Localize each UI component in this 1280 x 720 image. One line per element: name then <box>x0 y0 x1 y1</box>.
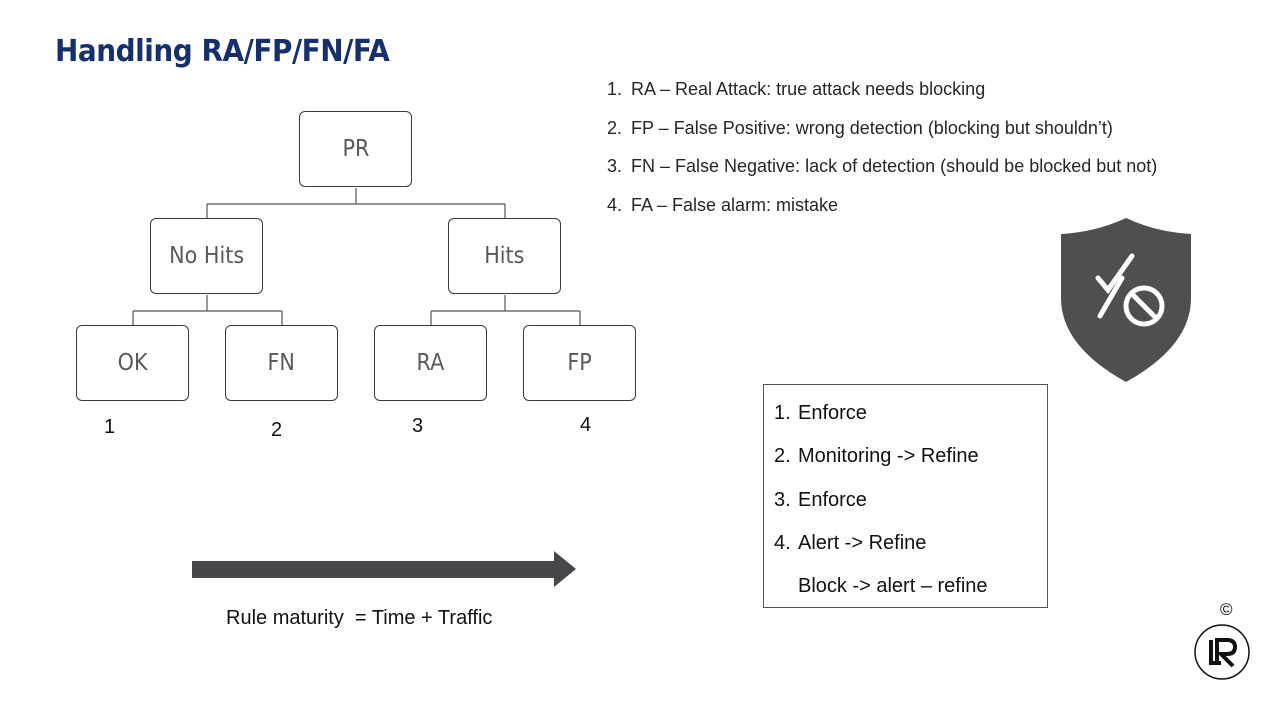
leaf-number: 3 <box>412 415 424 437</box>
tree-node-no-hits: No Hits <box>150 218 263 294</box>
tree-leaf-ra: RA <box>374 325 487 401</box>
action-item: 2. Monitoring -> Refine <box>774 445 979 467</box>
action-item: Block -> alert – refine <box>798 575 988 597</box>
maturity-label: Rule maturity = Time + Traffic <box>226 607 493 629</box>
tree-leaf-fp: FP <box>523 325 636 401</box>
definition-item: 3. FN – False Negative: lack of detection (should be blocked but not) <box>607 156 1158 176</box>
slide-title: Handling RA/FP/FN/FA <box>55 34 390 69</box>
maturity-arrow-icon <box>192 551 578 589</box>
definition-item: 2. FP – False Positive: wrong detection (blocking but shouldn’t) <box>607 117 1113 138</box>
tree-leaf-ok: OK <box>76 325 189 401</box>
leaf-number: 2 <box>271 419 283 441</box>
copyright-symbol: © <box>1220 600 1233 619</box>
tree-leaf-fn: FN <box>225 325 338 401</box>
tree-node-root: PR <box>299 111 412 187</box>
tree-node-hits: Hits <box>448 218 561 294</box>
leaf-number: 4 <box>580 414 592 436</box>
leaf-number: 1 <box>104 416 116 438</box>
definition-item: 4. FA – False alarm: mistake <box>607 194 839 215</box>
action-item: 1. Enforce <box>774 402 867 424</box>
action-item: 3. Enforce <box>774 489 867 511</box>
shield-check-block-icon <box>1058 216 1194 384</box>
action-item: 4. Alert -> Refine <box>774 532 927 554</box>
definition-item: 1. RA – Real Attack: true attack needs blocking <box>607 79 986 99</box>
actions-box <box>763 384 1048 608</box>
lr-logo-icon <box>1193 623 1251 681</box>
